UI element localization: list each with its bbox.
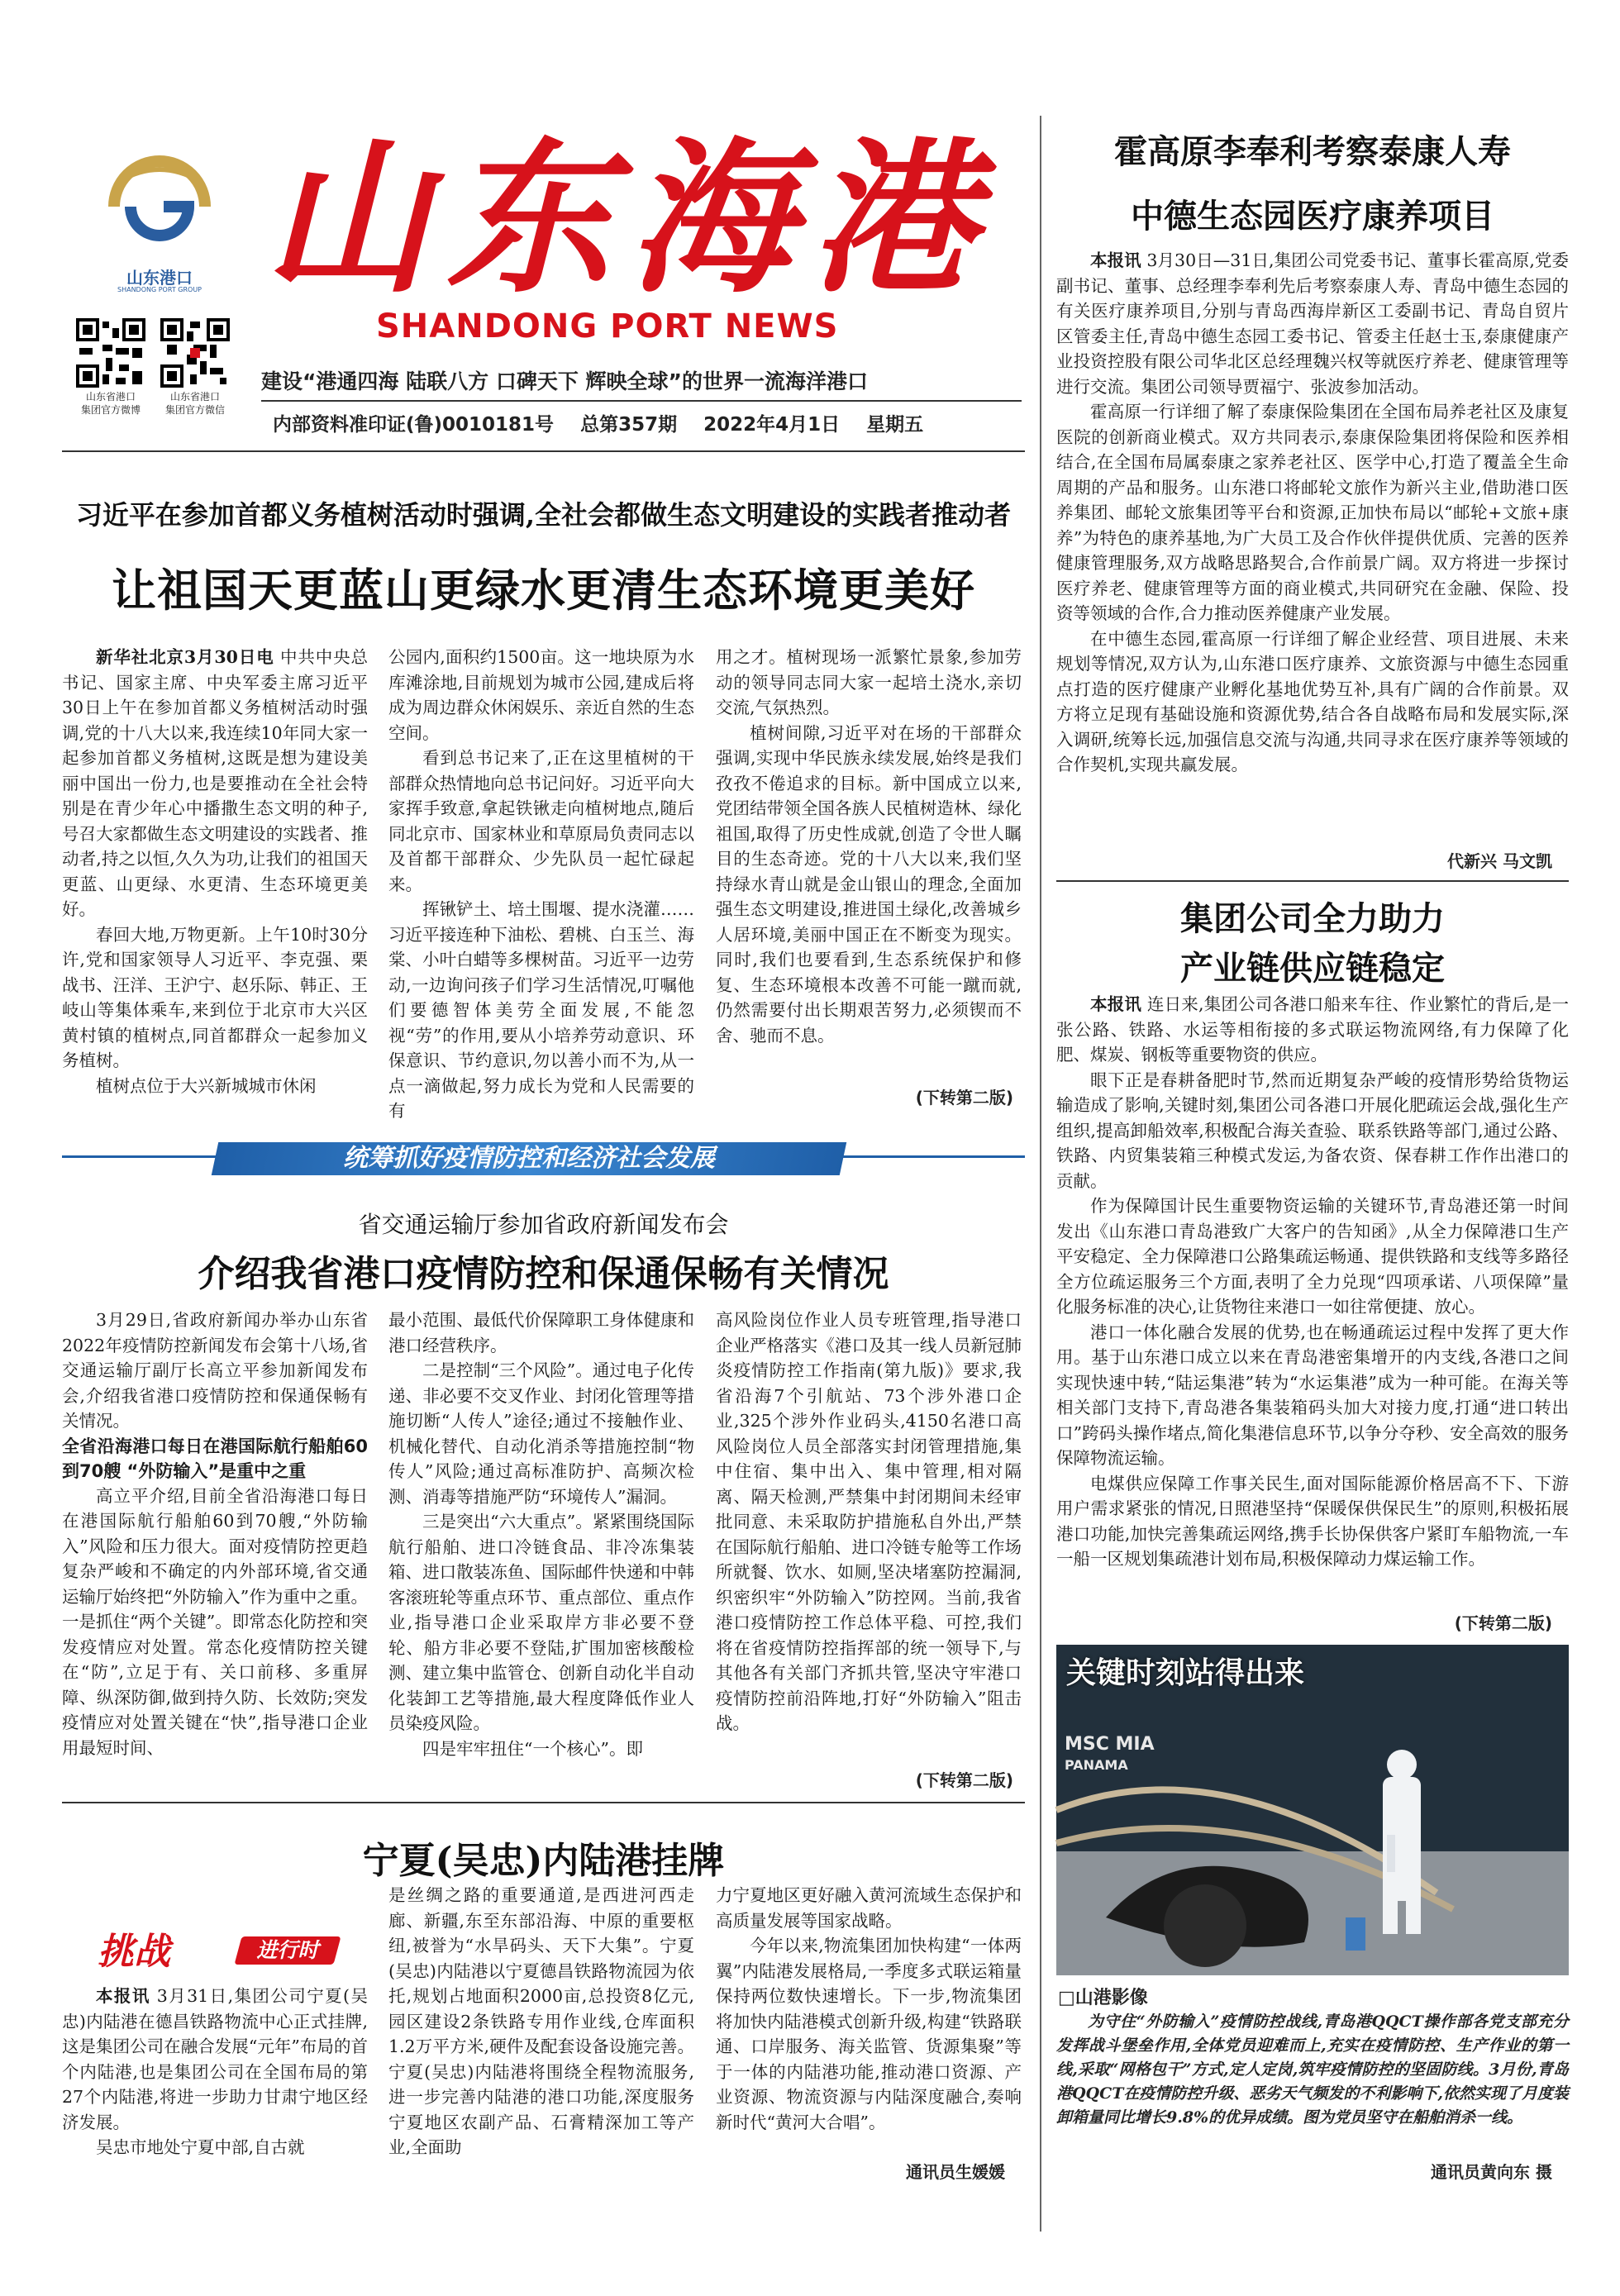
logo-caption-en: SHANDONG PORT GROUP [117,286,202,293]
masthead-title: 山东海港 [264,121,993,316]
article1-top-rule [62,450,1025,452]
article1-col1: 新华社北京3月30日电 中共中央总书记、国家主席、中央军委主席习近平30日上午在参加首都义务植树活动时强调,党的十八大以来,我连续10年同大家一起参加首都义务植树,这既是想为建设美丽中国出一份力,也是要推动在全社会特别是在青少年心中播撒生态文明的种子,号召大家都做生态文明建设的实践者、推动者,持之以恒,久久为功,让我们的祖国天更蓝、山更绿、水更清、生态环境更美好。 春回大地,万物更新。上午10时30分许,党和国家领导人习近平、李克强、栗战书、汪洋、王沪宁、赵乐际、韩正、王岐山等集体乘车,来到位于北京市大兴区黄村镇的植树点,同首都群众一起参加义务植树。 植树点位于大兴新城城市休闲 [62,647,368,1096]
article3-dateline: 本报讯 [96,1986,150,2006]
article4-dateline: 本报讯 [1090,250,1141,270]
article1-dateline: 新华社北京3月30日电 [96,647,274,667]
article3-headline: 宁夏(吴忠)内陆港挂牌 [362,1840,725,1882]
article5-headline-line2: 产业链供应链稳定 [1180,949,1445,988]
column-divider [1040,116,1041,2232]
photo-caption-title: □山港影像 [1058,1988,1148,2008]
challenge-badge-main: 挑战 [98,1931,170,1973]
article1-continued: (下转第二版) [915,1088,1013,1108]
article5-top-rule [1056,880,1569,882]
article3-col3: 力宁夏地区更好融入黄河流域生态保护和高质量发展等国家战略。 今年以来,物流集团加快构建“一体两翼”内陆港发展格局,一季度多式联运箱量保持两位数快速增长。下一步,物流集团将加快内陆港模式创新升级,构建“铁路联通、口岸服务、海关监管、货源集聚”等于一体的内陆港功能,推动港口资源、产业资源、物流资源与内陆深度融合,奏响新时代“黄河大合唱”。 [716,1885,1022,2132]
article2-headline: 介绍我省港口疫情防控和保通保畅有关情况 [198,1253,889,1295]
article2-col3: 高风险岗位作业人员专班管理,指导港口企业严格落实《港口及其一线人员新冠肺炎疫情防控工作指南(第九版)》要求,我省沿海7个引航站、73个涉外港口企业,325个涉外作业码头,4150名港口高风险岗位人员全部落实封闭管理措施,集中住宿、集中出入、集中管理,相对隔离、隔天检测,严禁集中封闭期间未经审批同意、未采取防护措施私自外出,严禁在国际航行船舶、进口冷链专舱等工作场所就餐、饮水、如厕,坚决堵塞防控漏洞,织密织牢“外防输入”防控网。当前,我省港口疫情防控工作总体平稳、可控,我们将在省疫情防控指挥部的统一领导下,与其他各有关部门齐抓共管,坚决守牢港口疫情防控前沿阵地,打好“外防输入”阻击战。 [716,1310,1022,1733]
news-photo [1056,1645,1569,1975]
article2-continued: (下转第二版) [915,1770,1013,1790]
article1-col2: 公园内,面积约1500亩。这一地块原为水库滩涂地,目前规划为城市公园,建成后将成为周边群众休闲娱乐、亲近自然的生态空间。 看到总书记来了,正在这里植树的干部群众热情地向总书记问好。习近平向大家挥手致意,拿起铁锹走向植树地点,随后同北京市、国家林业和草原局负责同志以及首都干部群众、少先队员一起忙碌起来。 挥锹铲土、培土围堰、提水浇灌……习近平接连种下油松、碧桃、白玉兰、海棠、小叶白蜡等多棵树苗。习近平一边劳动,一边询问孩子们学习生活情况,叮嘱他们要德智体美劳全面发展,不能忽视“劳”的作用,要从小培养劳动意识、环保意识、节约意识,勿以善小而不为,从一点一滴做起,努力成长为党和人民需要的有 [388,647,694,1121]
article2-kicker: 省交通运输厅参加省政府新闻发布会 [358,1211,729,1238]
photo-overlay-title: 关键时刻站得出来 [1066,1656,1305,1690]
article4-headline-line1: 霍高原李奉利考察泰康人寿 [1114,132,1511,171]
article2-col2: 最小范围、最低代价保障职工身体健康和港口经营秩序。 二是控制“三个风险”。通过电子化传递、非必要不交叉作业、封闭化管理等措施切断“人传人”途径;通过不接触作业、机械化替代、自动化消杀等措施控制“物传人”风险;通过高标准防护、高频次检测、消毒等措施严防“环境传人”漏洞。 三是突出“六大重点”。紧紧围绕国际航行船舶、进口冷链食品、非冷冻集装箱、进口散装冻鱼、国际邮件快递和中韩客滚班轮等重点环节、重点部位、重点作业,指导港口企业采取岸方非必要不登轮、船方非必要不登陆,扩围加密核酸检测、建立集中监管仓、创新自动化半自动化装卸工艺等措施,最大程度降低作业人员染疫风险。 四是牢牢扭住“一个核心”。即 [388,1310,694,1759]
qr2-caption: 山东省港口 集团官方微信 [164,391,225,416]
article2-col1: 3月29日,省政府新闻办举办山东省2022年疫情防控新闻发布会第十八场,省交通运输厅副厅长高立平参加新闻发布会,介绍我省港口疫情防控和保通保畅有关情况。 全省沿海港口每日在港国际航行船舶60到70艘 “外防输入”是重中之重 高立平介绍,目前全省沿海港口每日在港国际航行船舶60到70艘,“外防输入”风险和压力很大。面对疫情防控更趋复杂严峻和不确定的内外部环境,省交通运输厅始终把“外防输入”作为重中之重。一是抓住“两个关键”。即常态化防控和突发疫情应对处置。常态化疫情防控关键在“防”,立足于有、关口前移、多重屏障、纵深防御,做到持久防、长效防;突发疫情应对处置关键在“快”,指导港口企业用最短时间、 [62,1310,368,1758]
group-logo-icon [106,149,213,264]
challenge-badge [98,1922,354,1971]
article4-headline-line2: 中德生态园医疗康养项目 [1131,197,1494,236]
masthead-divider [261,400,1022,402]
qr1-caption: 山东省港口 集团官方微博 [80,391,141,416]
article5-dateline: 本报讯 [1090,994,1142,1014]
photo-ship-text-2: PANAMA [1065,1757,1128,1773]
article1-kicker: 习近平在参加首都义务植树活动时强调,全社会都做生态文明建设的实践者推动者 [75,499,1012,531]
article5-continued: (下转第二版) [1056,1610,1552,1634]
article3-top-rule [62,1802,1025,1803]
logo-caption: 山东港口 [126,268,193,288]
masthead-slogan: 建设“港通四海 陆联八方 口碑天下 辉映全球”的世界一流海洋港口 [261,369,868,393]
article3-byline: 通讯员生媛媛 [906,2162,1005,2182]
article1-headline: 让祖国天更蓝山更绿水更清生态环境更美好 [112,564,975,617]
article4-byline: 代新兴 马文凯 [1056,848,1552,872]
photo-caption: 为守住“外防输入”疫情防控战线,青岛港QQCT操作部各党支部充分发挥战斗堡垒作用,全体党员迎难而上,充实在疫情防控、生产作业的第一线,采取“网格包干”方式,定人定岗,筑牢疫情防控的坚固防线。3月份,青岛港QQCT在疫情防控升级、恶劣天气频发的不利影响下,依然实现了月度装卸箱量同比增长9.8%的优异成绩。图为党员坚守在船舶消杀一线。 [1056,2013,1569,2127]
qr-code-weibo-icon [76,318,145,388]
qr-code-wechat-icon [160,318,230,388]
photo-ship-text-1: MSC MIA [1065,1734,1155,1755]
article3-col2: 是丝绸之路的重要通道,是西进河西走廊、新疆,东至东部沿海、中原的重要枢纽,被誉为“水旱码头、天下大集”。宁夏(吴忠)内陆港以宁夏德昌铁路物流园为依托,规划占地面积2000亩,总投资8亿元,园区建设2条铁路专用作业线,仓库面积1.2万平方米,硬件及配套设备设施完善。宁夏(吴忠)内陆港将围绕全程物流服务,进一步完善内陆港的港口功能,深度服务宁夏地区农副产品、石膏精深加工等产业,全面助 [388,1885,694,2157]
article5-headline-line1: 集团公司全力助力 [1180,899,1445,938]
masthead [0,0,1025,438]
article5-body: 本报讯 连日来,集团公司各港口船来车往、作业繁忙的背后,是一张公路、铁路、水运等相衔接的多式联运物流网络,有力保障了化肥、煤炭、钢板等重要物资的供应。 眼下正是春耕备肥时节,然而近期复杂严峻的疫情形势给货物运输造成了影响,关键时刻,集团公司各港口开展化肥疏运会战,强化生产组织,提高卸船效率,积极配合海关查验、联系铁路等部门,通过公路、铁路、内贸集装箱三种模式发运,为备农资、保春耕工作作出港口的贡献。 作为保障国计民生重要物资运输的关键环节,青岛港还第一时间发出《山东港口青岛港致广大客户的告知函》,从全力保障港口生产平安稳定、全力保障港口公路集疏运畅通、提供铁路和支线等多路径全方位疏运服务三个方面,表明了全力兑现“四项承诺、八项保障”量化服务标准的决心,让货物往来港口一如往常便捷、放心。 港口一体化融合发展的优势,也在畅通疏运过程中发挥了更大作用。基于山东港口成立以来在青岛港密集增开的内支线,各港口之间实现快速中转,“陆运集港”转为“水运集港”成为一种可能。在海关等相关部门支持下,青岛港各集装箱码头加大对接力度,打通“进口转出口”跨码头操作堵点,简化集港信息环节,以争分夺秒、安全高效的服务保障物流运输。 电煤供应保障工作事关民生,面对国际能源价格居高不下、下游用户需求紧张的情况,日照港坚持“保暖保供保民生”的原则,积极拓展港口功能,加快完善集疏运网络,携手长协保供客户紧盯车船物流,一车一船一区规划集疏港计划布局,积极保障动力煤运输工作。 [1056,994,1570,1569]
challenge-badge-sub-text: 进行时 [256,1938,319,1962]
article1-col3: 用之才。植树现场一派繁忙景象,参加劳动的领导同志同大家一起培土浇水,亲切交流,气氛热烈。 植树间隙,习近平对在场的干部群众强调,实现中华民族永续发展,始终是我们孜孜不倦追求的目标。新中国成立以来,党团结带领全国各族人民植树造林、绿化祖国,取得了历史性成就,创造了令世人瞩目的生态奇迹。党的十八大以来,我们坚持绿水青山就是金山银山的理念,全面加强生态文明建设,推进国土绿化,改善城乡人居环境,美丽中国正在不断变为现实。同时,我们也要看到,生态系统保护和修复、生态环境根本改善不可能一蹴而就,仍然需要付出长期艰苦努力,必须锲而不舍、驰而不息。 [716,647,1022,1046]
article4-body: 本报讯 3月30日—31日,集团公司党委书记、董事长霍高原,党委副书记、董事、总经理李奉利先后考察泰康人寿、青岛中德生态园的有关医疗康养项目,分别与青岛西海岸新区工委副书记、青岛自贸片区管委主任,青岛中德生态园工委书记、管委主任赵士玉,泰康健康产业投资控股有限公司华北区总经理魏兴权等就医疗养老、健康管理等进行交流。集团公司领导贾福宁、张波参加活动。 霍高原一行详细了解了泰康保险集团在全国布局养老社区及康复医院的创新商业模式。双方共同表示,泰康保险集团将保险和医养相结合,在全国布局属泰康之家养老社区、医学中心,打造了覆盖全生命周期的产品和服务。山东港口将邮轮文旅作为新兴主业,借助港口医养集团、邮轮文旅集团等平台和资源,正加快布局以“邮轮+文旅+康养”为特色的康养基地,为广大员工及合作伙伴提供优质、完善的医养健康管理服务,双方战略思路契合,合作前景广阔。双方将进一步探讨医疗养老、健康管理等方面的商业模式,共同研究在金融、保险、投资等领域的合作,合力推动医养健康产业发展。 在中德生态园,霍高原一行详细了解企业经营、项目进展、未来规划等情况,双方认为,山东港口医疗康养、文旅资源与中德生态园重点打造的医疗健康产业孵化基地优势互补,具有广阔的合作前景。双方将立足现有基础设施和资源优势,结合各自战略布局和发展实际,深入调研,统筹长远,加强信息交流与沟通,共同寻求在医疗康养等领域的合作契机,实现共赢发展。 [1056,250,1570,774]
photo-byline: 通讯员黄向东 摄 [1431,2162,1552,2182]
masthead-info: 内部资料准印证(鲁)0010181号 总第357期 2022年4月1日 星期五 [273,414,924,436]
section-banner-text: 统筹抓好疫情防控和经济社会发展 [343,1144,715,1173]
masthead-title-en: SHANDONG PORT NEWS [376,307,839,345]
article3-col1: 本报讯 3月31日,集团公司宁夏(吴忠)内陆港在德昌铁路物流中心正式挂牌,这是集团公司在融合发展“元年”布局的首个内陆港,也是集团公司在全国布局的第27个内陆港,将进一步助力甘肃宁地区经济发展。 吴忠市地处宁夏中部,自古就 [62,1986,368,2157]
article2-subhead: 全省沿海港口每日在港国际航行船舶60到70艘 “外防输入”是重中之重 [62,1436,368,1481]
